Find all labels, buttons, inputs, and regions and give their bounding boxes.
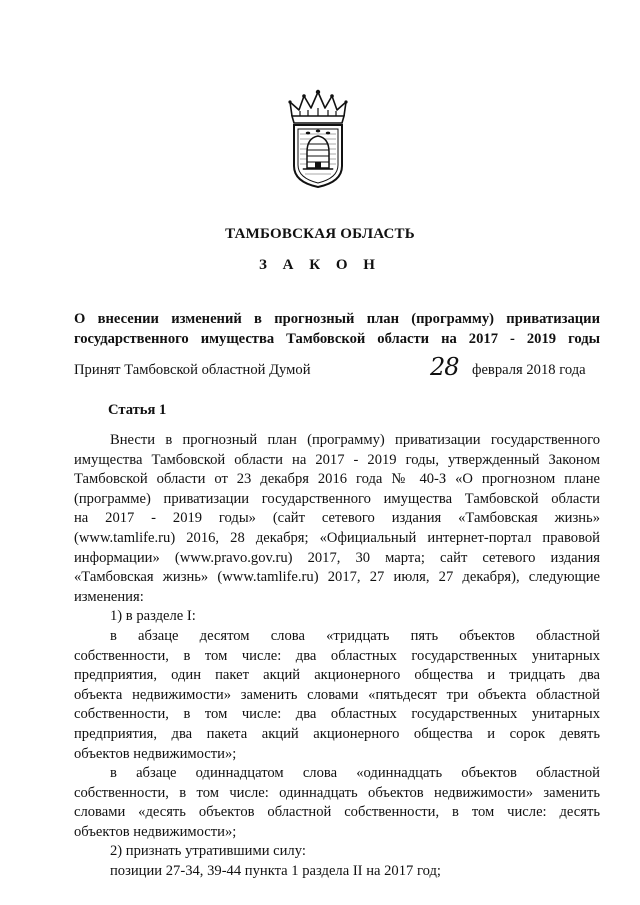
text-line: объектов недвижимости»; <box>74 745 237 762</box>
adopted-day-handwritten: 28 <box>430 353 459 381</box>
law-title-line: государственного имущества Тамбовской области на 2017 - 2019 годы <box>74 331 600 347</box>
text-line: предприятия, два пакета акций акционерного общества и сорок девять <box>74 725 600 742</box>
text-line: собственности, в том числе: два областных государственных унитарных <box>74 647 600 664</box>
coat-of-arms-icon <box>278 86 358 190</box>
text-line: словами «десять объектов областной собственности, в том числе: десять <box>74 804 600 821</box>
law-heading: З А К О Н <box>259 257 381 273</box>
text-line: в абзаце одиннадцатом слова «одиннадцать объектов областной <box>110 765 600 782</box>
text-line: собственности, в том числе: одиннадцать объектов недвижимости» заменить <box>74 784 600 801</box>
adopted-label: Принят Тамбовской областной Думой <box>74 362 311 378</box>
text-line: информации» (www.pravo.gov.ru) 2017, 30 марта; сайт сетевого издания <box>74 549 600 566</box>
text-line: объекта недвижимости» заменить словами «пятьдесят три объекта областной <box>74 686 600 703</box>
text-line: изменения: <box>74 588 144 605</box>
text-line: предприятия, один пакет акций акционерного общества и тридцать два <box>74 667 600 684</box>
region-heading: ТАМБОВСКАЯ ОБЛАСТЬ <box>225 226 415 242</box>
text-line: позиции 27-34, 39-44 пункта 1 раздела II на 2017 год; <box>110 863 441 880</box>
adopted-month-year: февраля 2018 года <box>472 362 586 378</box>
text-line: (программе) приватизации государственного имущества Тамбовской области <box>74 490 600 507</box>
text-line: Внести в прогнозный план (программу) приватизации государственного <box>110 432 600 448</box>
law-title <box>74 309 600 349</box>
law-title-line: О внесении изменений в прогнозный план (программу) приватизации <box>74 311 600 327</box>
text-line: в абзаце десятом слова «тридцать пять объектов областной <box>110 627 600 644</box>
article-body <box>74 431 600 882</box>
text-line: (www.tamlife.ru) 2016, 28 декабря; «Официальный интернет-портал правовой <box>74 529 600 546</box>
text-line: собственности, в том числе: два областных государственных унитарных <box>74 706 600 723</box>
text-line: на 2017 - 2019 годы» (сайт сетевого издания «Тамбовская жизнь» <box>74 510 600 527</box>
text-line: «Тамбовская жизнь» (www.tamlife.ru) 2017, 27 июля, 27 декабря), следующие <box>74 569 600 586</box>
text-line: Тамбовской области от 23 декабря 2016 года № 40-З «О прогнозном плане <box>74 471 600 488</box>
article-heading: Статья 1 <box>108 402 167 418</box>
text-line: объектов недвижимости»; <box>74 823 237 840</box>
text-line: имущества Тамбовской области на 2017 - 2019 годы, утвержденный Законом <box>74 451 600 468</box>
list-item: 1) в разделе I: <box>110 608 196 625</box>
list-item: 2) признать утратившими силу: <box>110 843 306 860</box>
